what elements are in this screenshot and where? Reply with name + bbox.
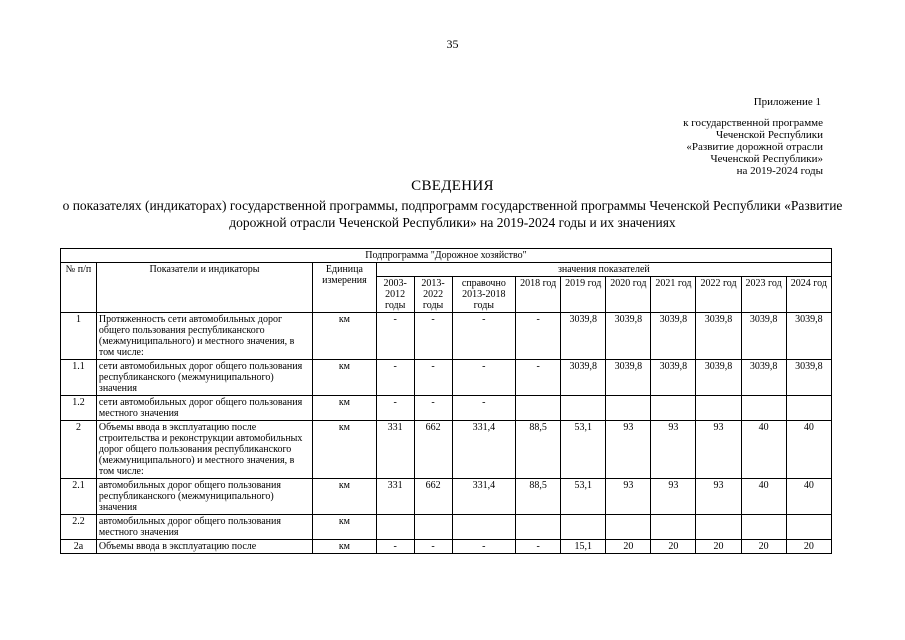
value-cell: 93	[606, 421, 651, 479]
value-cell: 53,1	[561, 479, 606, 515]
header-year: 2023 год	[741, 277, 786, 313]
value-cell	[606, 515, 651, 540]
value-cell: 3039,8	[786, 360, 831, 396]
row-number: 1.2	[61, 396, 97, 421]
page-number: 35	[446, 37, 459, 51]
value-cell	[651, 396, 696, 421]
unit-cell: км	[313, 479, 377, 515]
value-cell: 15,1	[561, 540, 606, 554]
indicator-name: Объемы ввода в эксплуатацию после	[96, 540, 312, 554]
header-year: 2019 год	[561, 277, 606, 313]
header-year: 2013-2022 годы	[414, 277, 452, 313]
appendix-line: Чеченской Республики	[715, 129, 823, 141]
row-number: 1.1	[61, 360, 97, 396]
header-year: 2020 год	[606, 277, 651, 313]
header-num: № п/п	[61, 263, 97, 313]
value-cell	[561, 396, 606, 421]
value-cell: -	[414, 313, 452, 360]
value-cell: 53,1	[561, 421, 606, 479]
indicator-name: автомобильных дорог общего пользования местного значения	[96, 515, 312, 540]
document-title: СВЕДЕНИЯ	[411, 178, 494, 194]
value-cell	[696, 515, 741, 540]
value-cell	[516, 396, 561, 421]
indicator-name: сети автомобильных дорог общего пользования местного значения	[96, 396, 312, 421]
value-cell	[376, 515, 414, 540]
value-cell: 20	[786, 540, 831, 554]
value-cell: 3039,8	[606, 360, 651, 396]
row-number: 2.2	[61, 515, 97, 540]
value-cell	[741, 396, 786, 421]
value-cell	[606, 396, 651, 421]
value-cell: 40	[786, 421, 831, 479]
appendix-line: «Развитие дорожной отрасли	[686, 141, 823, 153]
value-cell: 3039,8	[741, 313, 786, 360]
value-cell: 93	[651, 479, 696, 515]
value-cell: 88,5	[516, 479, 561, 515]
header-year: 2022 год	[696, 277, 741, 313]
value-cell: 331	[376, 479, 414, 515]
value-cell	[561, 515, 606, 540]
table-row	[61, 313, 832, 360]
value-cell	[414, 515, 452, 540]
appendix-line: Чеченской Республики»	[710, 153, 823, 165]
value-cell	[452, 515, 516, 540]
table-row	[61, 396, 832, 421]
value-cell: 331	[376, 421, 414, 479]
value-cell: 40	[741, 479, 786, 515]
value-cell: 3039,8	[561, 313, 606, 360]
header-year: 2024 год	[786, 277, 831, 313]
unit-cell: км	[313, 396, 377, 421]
value-cell: 3039,8	[651, 313, 696, 360]
subprogram-header: Подпрограмма "Дорожное хозяйство"	[61, 249, 832, 263]
row-number: 2.1	[61, 479, 97, 515]
value-cell: 3039,8	[606, 313, 651, 360]
value-cell: -	[376, 540, 414, 554]
value-cell: 3039,8	[786, 313, 831, 360]
value-cell: 20	[741, 540, 786, 554]
value-cell: -	[516, 540, 561, 554]
value-cell: -	[516, 313, 561, 360]
header-indicator: Показатели и индикаторы	[96, 263, 312, 313]
value-cell: 3039,8	[651, 360, 696, 396]
value-cell: 93	[696, 421, 741, 479]
value-cell: -	[452, 540, 516, 554]
row-number: 1	[61, 313, 97, 360]
document-subtitle: о показателях (индикаторах) государственной программы, подпрограмм государственной программы Чеченской Республики «Развитие дорожной отрасли Чеченской Республики» на 2019-2024 годы и их значениях	[62, 198, 843, 230]
value-cell: 3039,8	[741, 360, 786, 396]
value-cell	[786, 396, 831, 421]
table-row	[61, 421, 832, 479]
indicator-name: Протяженность сети автомобильных дорог общего пользования республиканского (межмуниципального) и местного значения, в том числе:	[96, 313, 312, 360]
appendix-title: Приложение 1	[753, 96, 821, 108]
value-cell: -	[376, 396, 414, 421]
value-cell: 3039,8	[696, 360, 741, 396]
indicator-name: автомобильных дорог общего пользования республиканского (межмуниципального) значения	[96, 479, 312, 515]
value-cell: 93	[606, 479, 651, 515]
value-cell: 20	[606, 540, 651, 554]
header-year: 2003-2012 годы	[376, 277, 414, 313]
table-row	[61, 540, 832, 554]
value-cell: -	[376, 360, 414, 396]
value-cell: 93	[696, 479, 741, 515]
indicators-table	[60, 248, 832, 554]
value-cell: 662	[414, 479, 452, 515]
unit-cell: км	[313, 515, 377, 540]
unit-cell: км	[313, 421, 377, 479]
header-year: 2021 год	[651, 277, 696, 313]
unit-cell: км	[313, 360, 377, 396]
value-cell: -	[452, 360, 516, 396]
header-unit: Единица измерения	[313, 263, 377, 313]
table-row	[61, 360, 832, 396]
value-cell: 331,4	[452, 479, 516, 515]
value-cell: -	[414, 540, 452, 554]
appendix-description	[603, 117, 823, 177]
indicator-name: сети автомобильных дорог общего пользования республиканского (межмуниципального) значения	[96, 360, 312, 396]
value-cell: 40	[786, 479, 831, 515]
value-cell	[516, 515, 561, 540]
table-row	[61, 479, 832, 515]
value-cell: -	[376, 313, 414, 360]
table-row	[61, 515, 832, 540]
header-year: справочно 2013-2018 годы	[452, 277, 516, 313]
value-cell: 662	[414, 421, 452, 479]
unit-cell: км	[313, 540, 377, 554]
value-cell: -	[452, 313, 516, 360]
value-cell: 3039,8	[696, 313, 741, 360]
value-cell: -	[414, 360, 452, 396]
row-number: 2а	[61, 540, 97, 554]
value-cell: 3039,8	[561, 360, 606, 396]
unit-cell: км	[313, 313, 377, 360]
value-cell	[696, 396, 741, 421]
value-cell: -	[516, 360, 561, 396]
value-cell	[786, 515, 831, 540]
appendix-line: к государственной программе	[683, 117, 823, 129]
value-cell	[741, 515, 786, 540]
appendix-line: на 2019-2024 годы	[736, 165, 823, 177]
indicator-name: Объемы ввода в эксплуатацию после строительства и реконструкции автомобильных дорог общего пользования республиканского (межмуниципального) и местного значения, в том числе:	[96, 421, 312, 479]
value-cell: -	[452, 396, 516, 421]
value-cell: -	[414, 396, 452, 421]
value-cell	[651, 515, 696, 540]
header-year: 2018 год	[516, 277, 561, 313]
value-cell: 20	[696, 540, 741, 554]
value-cell: 331,4	[452, 421, 516, 479]
header-values-group: значения показателей	[376, 263, 831, 277]
value-cell: 40	[741, 421, 786, 479]
value-cell: 93	[651, 421, 696, 479]
value-cell: 20	[651, 540, 696, 554]
value-cell: 88,5	[516, 421, 561, 479]
row-number: 2	[61, 421, 97, 479]
